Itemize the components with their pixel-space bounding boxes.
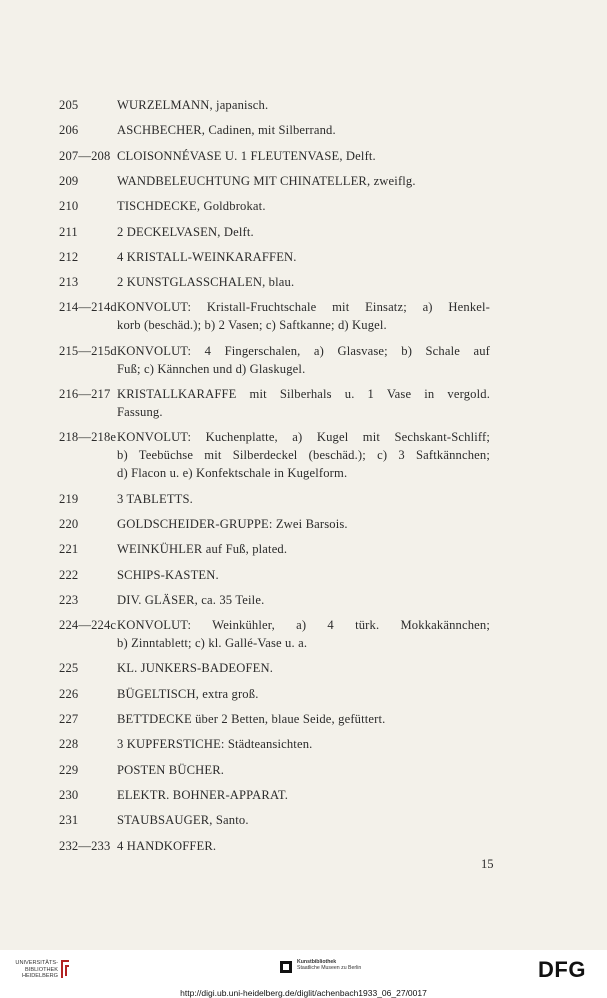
description-line: KONVOLUT: Weinkühler, a) 4 türk. Mokkakännchen; (117, 618, 490, 633)
university-library-text: UNIVERSITÄTS- BIBLIOTHEK HEIDELBERG (15, 960, 58, 980)
lot-number: 220 (59, 516, 79, 531)
lot-description (117, 490, 490, 508)
lot-description (117, 342, 490, 378)
description-line: b) Teebüchse mit Silberdeckel (beschäd.); c) 3 Saftkännchen; (117, 448, 490, 463)
lot-number: 215—215d (59, 343, 117, 358)
lot-description (117, 811, 490, 829)
description-line: SCHIPS-KASTEN. (117, 567, 219, 582)
description-line: b) Zinntablett; c) kl. Gallé-Vase u. a. (117, 636, 308, 651)
lot-number: 210 (59, 199, 79, 214)
source-url[interactable]: http://digi.ub.uni-heidelberg.de/diglit/achenbach1933_06_27/0017 (180, 988, 427, 998)
dfg-logo: DFG (538, 957, 586, 982)
description-line: WEINKÜHLER auf Fuß, plated. (117, 542, 288, 557)
description-line: GOLDSCHEIDER-GRUPPE: Zwei Barsois. (117, 516, 348, 531)
lot-number: 229 (59, 762, 79, 777)
description-line: korb (beschäd.); b) 2 Vasen; c) Saftkanne; d) Kugel. (117, 318, 387, 333)
lot-description (117, 385, 490, 421)
lot-number: 221 (59, 542, 79, 557)
lot-number: 219 (59, 491, 79, 506)
lot-number: 212 (59, 249, 79, 264)
lot-number: 211 (59, 224, 78, 239)
lot-number: 232—233 (59, 838, 111, 853)
description-line: KONVOLUT: 4 Fingerschalen, a) Glasvase; b) Schale auf (117, 343, 490, 358)
university-logo-icon (59, 958, 71, 980)
description-line: TISCHDECKE, Goldbrokat. (117, 199, 266, 214)
description-line: DIV. GLÄSER, ca. 35 Teile. (117, 592, 265, 607)
description-line: BETTDECKE über 2 Betten, blaue Seide, gefüttert. (117, 712, 386, 726)
description-line: CLOISONNÉVASE U. 1 FLEUTENVASE, Delft. (117, 148, 376, 163)
kunstbibliothek-text: Kunstbibliothek Staatliche Museen zu Berlin (297, 959, 362, 972)
lot-description (117, 428, 490, 482)
lot-number: 213 (59, 275, 79, 290)
lot-number: 209 (59, 173, 79, 188)
description-line: KL. JUNKERS-BADEOFEN. (117, 661, 274, 676)
lot-number: 224—224c (59, 618, 117, 633)
description-line: 2 KUNSTGLASSCHALEN, blau. (117, 275, 295, 290)
description-line: WURZELMANN, japanisch. (117, 98, 269, 112)
description-line: ASCHBECHER, Cadinen, mit Silberrand. (117, 123, 336, 138)
description-line: ELEKTR. BOHNER-APPARAT. (117, 787, 289, 802)
lot-description (117, 591, 490, 609)
lot-description (117, 837, 490, 855)
description-line: WANDBELEUCHTUNG MIT CHINATELLER, zweiflg. (117, 173, 416, 188)
lot-description (117, 248, 490, 266)
lot-number: 231 (59, 813, 79, 828)
description-line: 4 KRISTALL-WEINKARAFFEN. (117, 249, 297, 264)
lot-description (117, 298, 490, 334)
lot-description (117, 121, 490, 139)
lot-number: 226 (59, 686, 79, 701)
lot-number: 223 (59, 592, 79, 607)
footer-bar (0, 950, 607, 997)
lot-description (117, 515, 490, 533)
lot-number: 227 (59, 712, 79, 726)
page-number: 15 (481, 857, 494, 871)
lot-description (117, 566, 490, 584)
lot-description (117, 735, 490, 753)
lot-number: 218—218e (59, 430, 117, 445)
lot-description (117, 540, 490, 558)
description-line: POSTEN BÜCHER. (117, 762, 225, 777)
description-line: BÜGELTISCH, extra groß. (117, 686, 259, 701)
description-line: KONVOLUT: Kuchenplatte, a) Kugel mit Sechskant-Schliff; (117, 430, 490, 445)
description-line: 3 KUPFERSTICHE: Städteansichten. (117, 737, 313, 752)
lot-description (117, 147, 490, 165)
lot-description (117, 685, 490, 703)
lot-description (117, 172, 490, 190)
description-line: KRISTALLKARAFFE mit Silberhals u. 1 Vase in vergold. (117, 387, 490, 401)
lot-number: 206 (59, 123, 79, 138)
description-line: 4 HANDKOFFER. (117, 838, 217, 853)
lot-description (117, 659, 490, 677)
lot-number: 225 (59, 661, 79, 676)
description-line: d) Flacon u. e) Konfektschale in Kugelform. (117, 466, 348, 481)
lot-description (117, 223, 490, 241)
lot-number: 207—208 (59, 148, 111, 163)
description-line: KONVOLUT: Kristall-Fruchtschale mit Einsatz; a) Henkel- (117, 300, 490, 315)
kunstbibliothek-logo-icon (279, 960, 293, 974)
description-line: 3 TABLETTS. (117, 491, 193, 506)
lot-description (117, 761, 490, 779)
lot-number: 222 (59, 567, 79, 582)
lot-number: 228 (59, 737, 79, 752)
description-line: STAUBSAUGER, Santo. (117, 813, 249, 828)
lot-description (117, 273, 490, 291)
lot-description (117, 96, 490, 114)
description-line: Fassung. (117, 405, 163, 419)
lot-number: 205 (59, 98, 79, 112)
lot-description (117, 616, 490, 652)
lot-number: 216—217 (59, 387, 111, 401)
description-line: 2 DECKELVASEN, Delft. (117, 224, 254, 239)
lot-description (117, 786, 490, 804)
lot-description (117, 197, 490, 215)
lot-number: 230 (59, 787, 79, 802)
description-line: Fuß; c) Kännchen und d) Glaskugel. (117, 361, 306, 376)
lot-number: 214—214d (59, 300, 117, 315)
lot-description (117, 710, 490, 728)
